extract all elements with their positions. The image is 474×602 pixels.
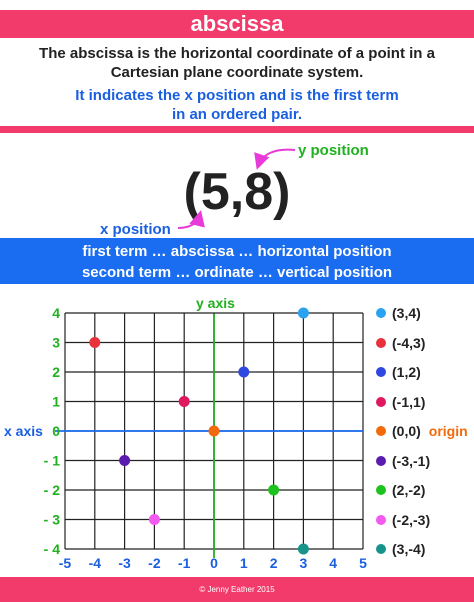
x-tick-label: 4 — [329, 555, 338, 571]
info-line-2: second term … ordinate … vertical position — [81, 264, 393, 281]
x-position-label: x position — [100, 221, 171, 238]
x-tick-label: -2 — [148, 555, 161, 571]
footer — [0, 577, 474, 602]
plotted-point — [179, 396, 190, 407]
x-tick-label: 0 — [210, 555, 218, 571]
plotted-point — [149, 514, 160, 525]
legend-label: (0,0) — [392, 423, 421, 439]
intro-line-1: The abscissa is the horizontal coordinate of a point in a — [39, 45, 435, 62]
y-tick-label: 0 — [52, 423, 60, 439]
legend-label: (1,2) — [392, 364, 421, 380]
origin-label: origin — [428, 423, 468, 439]
x-position-arrow — [178, 214, 200, 228]
x-tick-label: -4 — [88, 555, 102, 571]
footer-credit: © Jenny Eather 2015 — [199, 585, 275, 594]
legend-dot — [376, 515, 386, 525]
y-position-label: y position — [298, 142, 369, 159]
y-tick-label: 2 — [52, 364, 60, 380]
legend-label: (-2,-3) — [392, 511, 431, 528]
legend-label: (2,-2) — [392, 482, 426, 498]
page-title: abscissa — [190, 11, 284, 36]
legend-dot — [376, 456, 386, 466]
y-tick-label: 4 — [52, 305, 60, 321]
legend-label: (-1,1) — [392, 393, 426, 410]
legend-dot — [376, 485, 386, 495]
intro-line-3: It indicates the x position and is the first term — [75, 87, 399, 104]
y-tick-labels — [44, 305, 61, 557]
y-tick-label: - 4 — [43, 541, 60, 557]
legend-item — [376, 511, 430, 529]
legend-dot — [376, 397, 386, 407]
ordered-pair: (5,8) — [183, 163, 291, 221]
y-axis-label: y axis — [196, 295, 235, 311]
x-tick-label: -1 — [177, 555, 191, 571]
y-tick-label: 1 — [52, 393, 60, 410]
axes — [55, 314, 363, 558]
legend-item — [376, 422, 468, 440]
x-tick-label: 1 — [239, 555, 248, 571]
x-tick-label: 2 — [269, 555, 278, 571]
legend-dot — [376, 367, 386, 377]
y-tick-label: - 3 — [43, 511, 60, 528]
legend-item — [376, 363, 421, 381]
plotted-point — [238, 367, 249, 378]
plotted-point — [298, 544, 309, 555]
y-tick-label: - 2 — [43, 482, 60, 498]
x-tick-label: -5 — [58, 555, 72, 571]
legend-label: (3,4) — [392, 305, 421, 321]
intro-line-2: Cartesian plane coordinate system. — [110, 64, 364, 81]
legend-item — [376, 481, 425, 499]
legend-dot — [376, 308, 386, 318]
plotted-point — [298, 308, 309, 319]
legend-item — [376, 452, 430, 470]
y-tick-label: - 1 — [43, 452, 60, 469]
y-tick-label: 3 — [52, 334, 60, 351]
info-line-1: first term … abscissa … horizontal position — [82, 243, 392, 260]
x-tick-labels — [59, 555, 367, 571]
legend-item — [376, 540, 425, 558]
y-position-arrow — [258, 150, 295, 166]
x-axis-label: x axis — [4, 423, 43, 439]
plotted-point — [89, 337, 100, 348]
legend-label: (-3,-1) — [392, 452, 431, 469]
legend-item — [376, 393, 425, 411]
plotted-point — [209, 426, 220, 437]
intro-line-4: in an ordered pair. — [171, 106, 303, 123]
legend-label: (3,-4) — [392, 541, 426, 557]
legend-dot — [376, 426, 386, 436]
legend-item — [376, 304, 421, 322]
x-tick-label: -3 — [118, 555, 131, 571]
plotted-point — [268, 485, 279, 496]
legend-item — [376, 334, 425, 352]
x-tick-label: 5 — [359, 555, 367, 571]
legend-dot — [376, 544, 386, 554]
legend-dot — [376, 338, 386, 348]
plotted-point — [119, 455, 130, 466]
x-tick-label: 3 — [299, 555, 308, 571]
legend-label: (-4,3) — [392, 334, 426, 351]
